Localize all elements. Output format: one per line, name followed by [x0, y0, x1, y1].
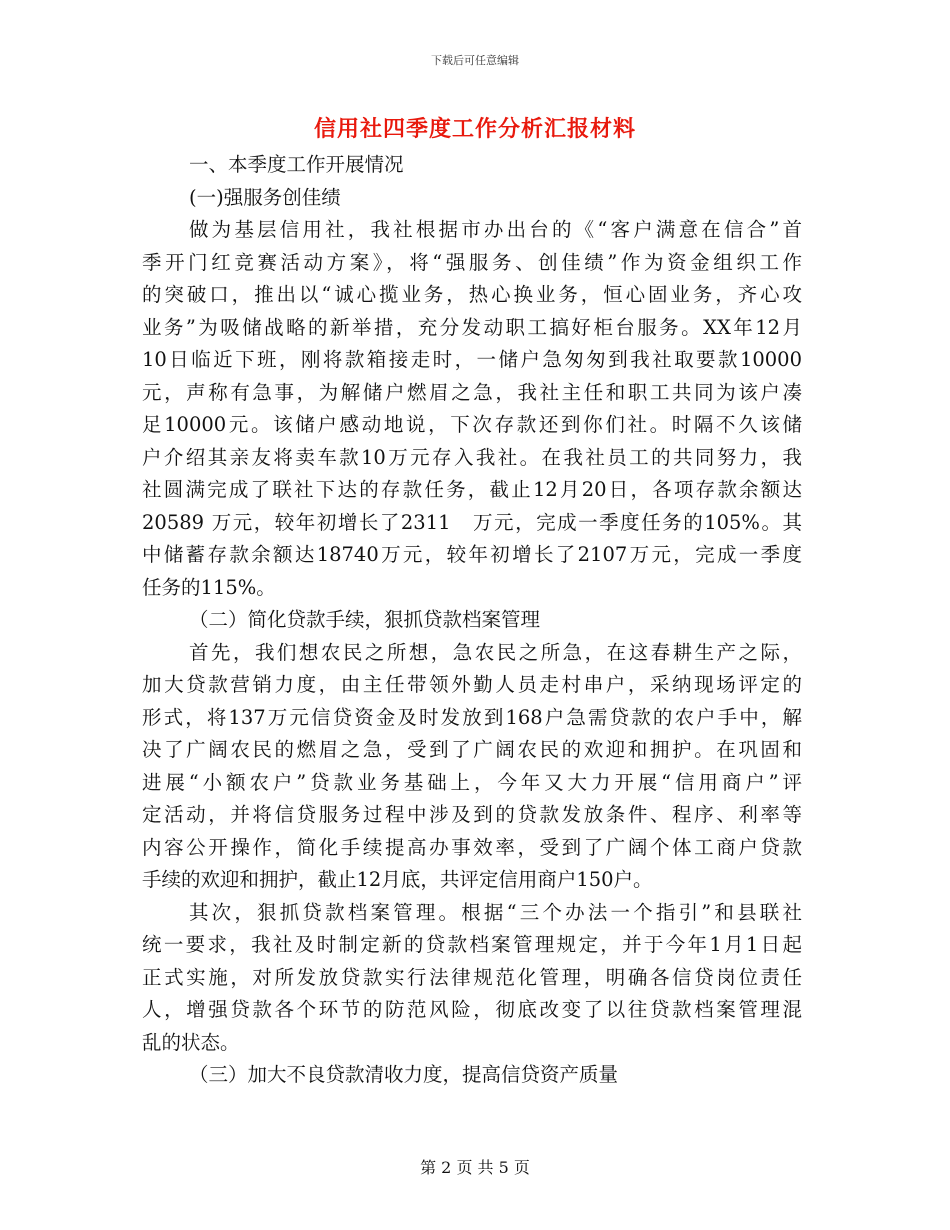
text-line: 任务的115%。 — [142, 575, 276, 599]
text-line: 手续的欢迎和拥护，截止12月底，共评定信用商户150户。 — [142, 868, 653, 891]
text-line: 正式实施，对所发放贷款实行法律规范化管理，明确各信贷岗位责任 — [142, 965, 802, 989]
text-line: 户介绍其亲友将卖车款10万元存入我社。在我社员工的共同努力，我 — [142, 445, 802, 469]
text-line: 业务”为吸储战略的新举措，充分发动职工搞好柜台服务。XX年12月 — [142, 315, 802, 339]
document-title: 信用社四季度工作分析汇报材料 — [313, 117, 636, 142]
text-line: (一)强服务创佳绩 — [189, 185, 341, 209]
text-line: 10日临近下班，刚将款箱接走时，一储户急匆匆到我社取要款10000 — [142, 348, 802, 371]
text-line: 统一要求，我社及时制定新的贷款档案管理规定，并于今年1月1日起 — [142, 933, 802, 956]
text-line: 进展“小额农户”贷款业务基础上，今年又大力开展“信用商户”评 — [142, 770, 802, 794]
text-line: 首先，我们想农民之所想，急农民之所急，在这春耕生产之际， — [189, 640, 802, 664]
text-line: （三）加大不良贷款清收力度，提高信贷资产质量 — [189, 1063, 619, 1086]
text-line: 乱的状态。 — [142, 1030, 240, 1054]
text-line: 内容公开操作，简化手续提高办事效率，受到了广阔个体工商户贷款 — [142, 835, 802, 859]
text-line: 一、本季度工作开展情况 — [189, 153, 404, 176]
header-note: 下载后可任意编辑 — [431, 54, 519, 67]
text-line: 定活动，并将信贷服务过程中涉及到的贷款发放条件、程序、利率等 — [142, 803, 802, 826]
text-line: 的突破口，推出以“诚心揽业务，热心换业务，恒心固业务，齐心攻 — [142, 283, 802, 306]
text-line: 形式，将137万元信贷资金及时发放到168户急需贷款的农户手中，解 — [142, 705, 802, 729]
text-line: 元，声称有急事，为解储户燃眉之急，我社主任和职工共同为该户凑 — [142, 380, 802, 404]
page-footer: 第 2 页 共 5 页 — [420, 1158, 530, 1177]
text-line: 社圆满完成了联社下达的存款任务，截止12月20日，各项存款余额达 — [142, 478, 802, 501]
text-line: 加大贷款营销力度，由主任带领外勤人员走村串户，采纳现场评定的 — [142, 673, 802, 696]
text-line: 20589 万元，较年初增长了2311 万元，完成一季度任务的105%。其 — [142, 510, 802, 534]
text-line: 人，增强贷款各个环节的防范风险，彻底改变了以往贷款档案管理混 — [142, 998, 802, 1021]
document-body — [142, 149, 802, 1092]
text-line: （二）简化贷款手续，狠抓贷款档案管理 — [189, 608, 541, 631]
text-line: 做为基层信用社，我社根据市办出台的《“客户满意在信合”首 — [189, 218, 802, 241]
text-line: 其次，狠抓贷款档案管理。根据“三个办法一个指引”和县联社 — [189, 900, 802, 924]
text-line: 足10000元。该储户感动地说，下次存款还到你们社。时隔不久该储 — [142, 413, 802, 436]
text-line: 中储蓄存款余额达18740万元，较年初增长了2107万元，完成一季度 — [142, 543, 802, 566]
text-line: 季开门红竞赛活动方案》，将“强服务、创佳绩”作为资金组织工作 — [142, 250, 802, 274]
text-line: 决了广阔农民的燃眉之急，受到了广阔农民的欢迎和拥护。在巩固和 — [142, 738, 802, 761]
